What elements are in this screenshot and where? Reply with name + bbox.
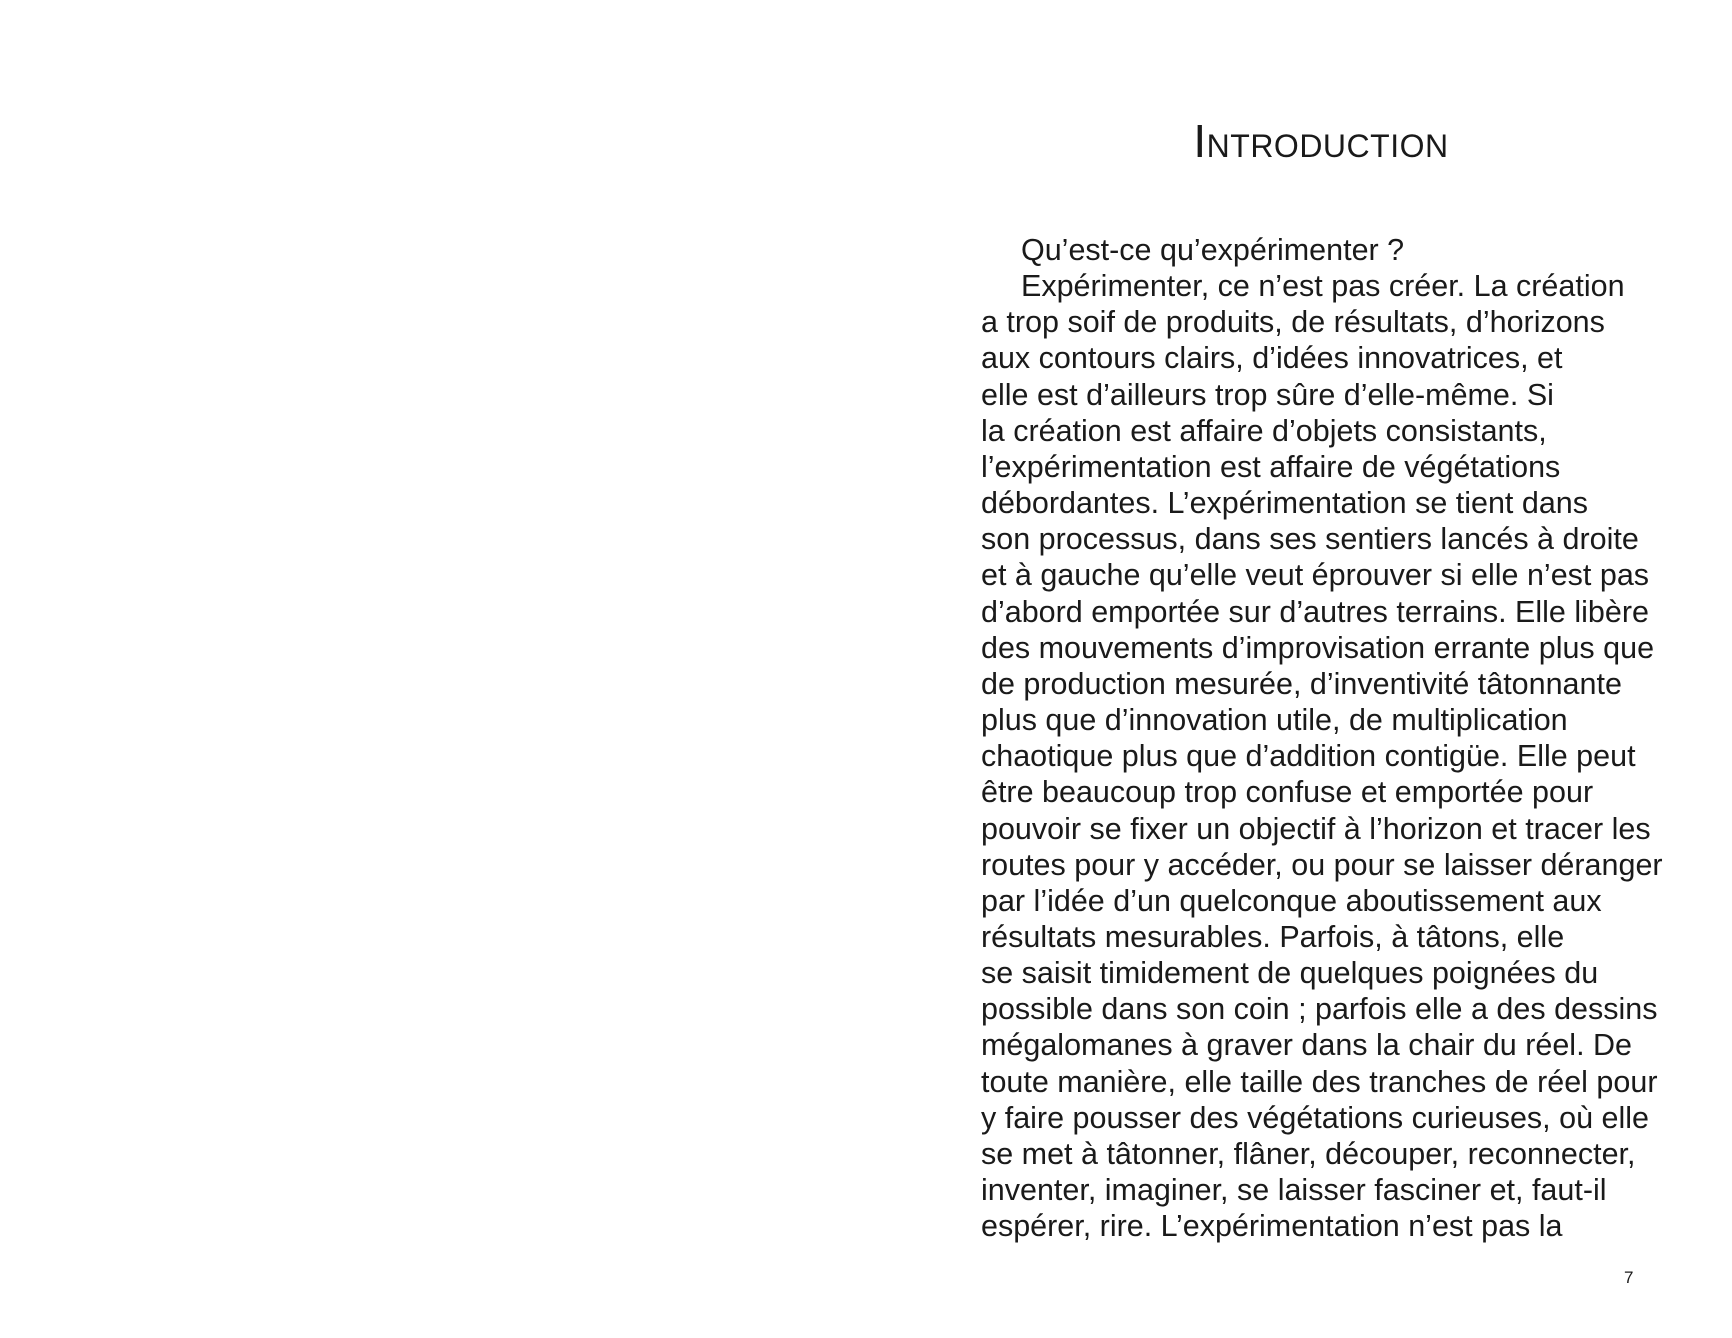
text-line: la création est affaire d’objets consistants, [981, 413, 1547, 448]
body-text [981, 232, 1663, 1244]
text-line: se saisit timidement de quelques poignées du [981, 956, 1599, 991]
text-line: a trop soif de produits, de résultats, d’horizons [981, 305, 1605, 340]
text-line: d’abord emportée sur d’autres terrains. Elle libère [981, 594, 1649, 629]
text-line: être beaucoup trop confuse et emportée pour [981, 775, 1594, 810]
page-number: 7 [1624, 1268, 1634, 1287]
text-line: Qu’est-ce qu’expérimenter ? [1021, 233, 1405, 267]
text-line: mégalomanes à graver dans la chair du réel. De [981, 1028, 1633, 1063]
text-line: inventer, imaginer, se laisser fasciner et, faut-il [981, 1173, 1607, 1208]
text-line: et à gauche qu’elle veut éprouver si elle n’est pas [981, 558, 1650, 593]
text-line: toute manière, elle taille des tranches de réel pour [981, 1064, 1658, 1099]
text-line: de production mesurée, d’inventivité tâtonnante [981, 666, 1622, 701]
text-line: l’expérimentation est affaire de végétations [981, 449, 1561, 484]
text-line: pouvoir se fixer un objectif à l’horizon et tracer les [981, 811, 1651, 846]
chapter-title: Introduction [1193, 115, 1449, 167]
text-line: chaotique plus que d’addition contigüe. Elle peut [981, 739, 1636, 774]
text-line: plus que d’innovation utile, de multiplication [981, 703, 1568, 738]
right-page [866, 0, 1732, 1338]
text-line: se met à tâtonner, flâner, découper, reconnecter, [981, 1136, 1636, 1171]
text-line: son processus, dans ses sentiers lancés à droite [981, 522, 1639, 557]
text-line: espérer, rire. L’expérimentation n’est pas la [981, 1209, 1563, 1244]
text-line: résultats mesurables. Parfois, à tâtons, elle [981, 919, 1565, 954]
text-line: des mouvements d’improvisation errante plus que [981, 630, 1655, 665]
text-line: possible dans son coin ; parfois elle a des dessins [981, 992, 1658, 1027]
text-line: Expérimenter, ce n’est pas créer. La création [1021, 269, 1625, 304]
text-line: y faire pousser des végétations curieuses, où elle [981, 1100, 1649, 1135]
text-line: routes pour y accéder, ou pour se laisser déranger [981, 847, 1663, 882]
text-line: débordantes. L’expérimentation se tient dans [981, 486, 1589, 521]
text-line: par l’idée d’un quelconque aboutissement aux [981, 883, 1602, 918]
text-line: aux contours clairs, d’idées innovatrices, et [981, 341, 1563, 376]
text-line: elle est d’ailleurs trop sûre d’elle-même. Si [981, 377, 1554, 412]
